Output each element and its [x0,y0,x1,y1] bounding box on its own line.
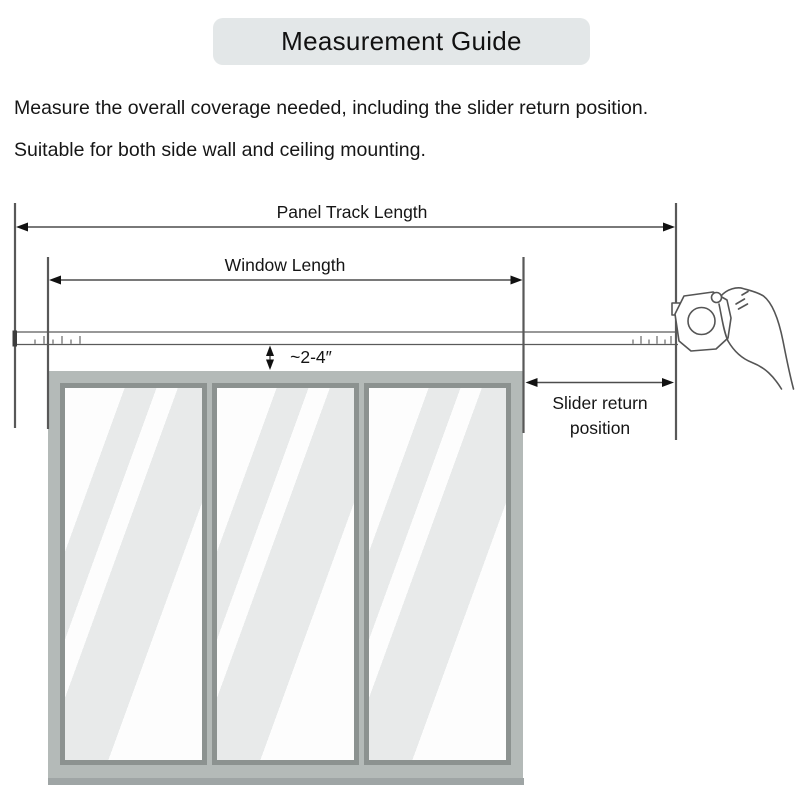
panel-track-arrowhead-left [16,223,28,232]
window-length-dimension-arrow [49,276,523,285]
gap-arrowhead-up [266,346,274,357]
finger-crease-1 [736,299,745,304]
window-length-arrowhead-left [49,276,61,285]
gap-label: ~2-4″ [290,347,332,367]
intro-text-line-1: Measure the overall coverage needed, including the slider return position. [14,97,649,119]
gap-arrowhead-down [266,360,274,371]
panel-track-arrowhead-right [663,223,675,232]
slider-return-dimension-arrow [526,378,675,387]
tape-reel [688,308,715,335]
gap-dimension-arrow [266,346,274,371]
panel-track-length-label: Panel Track Length [276,202,428,222]
slider-return-label-line-2: position [569,418,631,438]
window-length-arrowhead-right [511,276,523,285]
slider-return-label [552,391,647,441]
tape-band [13,331,679,347]
tape-ticks-right [633,336,671,344]
window-length-label: Window Length [224,255,346,275]
page-title-text: Measurement Guide [281,26,522,56]
hand-outer-edge [721,288,794,389]
slider-return-arrowhead-right [662,378,674,387]
slider-return-arrowhead-left [526,378,538,387]
tape-ticks-left [35,336,80,344]
finger-crease-2 [739,304,748,309]
tape-end-clip [13,331,18,347]
panel-track-dimension-arrow [16,223,675,232]
intro-text-line-2: Suitable for both side wall and ceiling mounting. [14,139,426,161]
thumb-tip [712,293,722,303]
finger-crease-3 [742,292,748,296]
slider-return-label-line-1: Slider return [552,393,648,413]
